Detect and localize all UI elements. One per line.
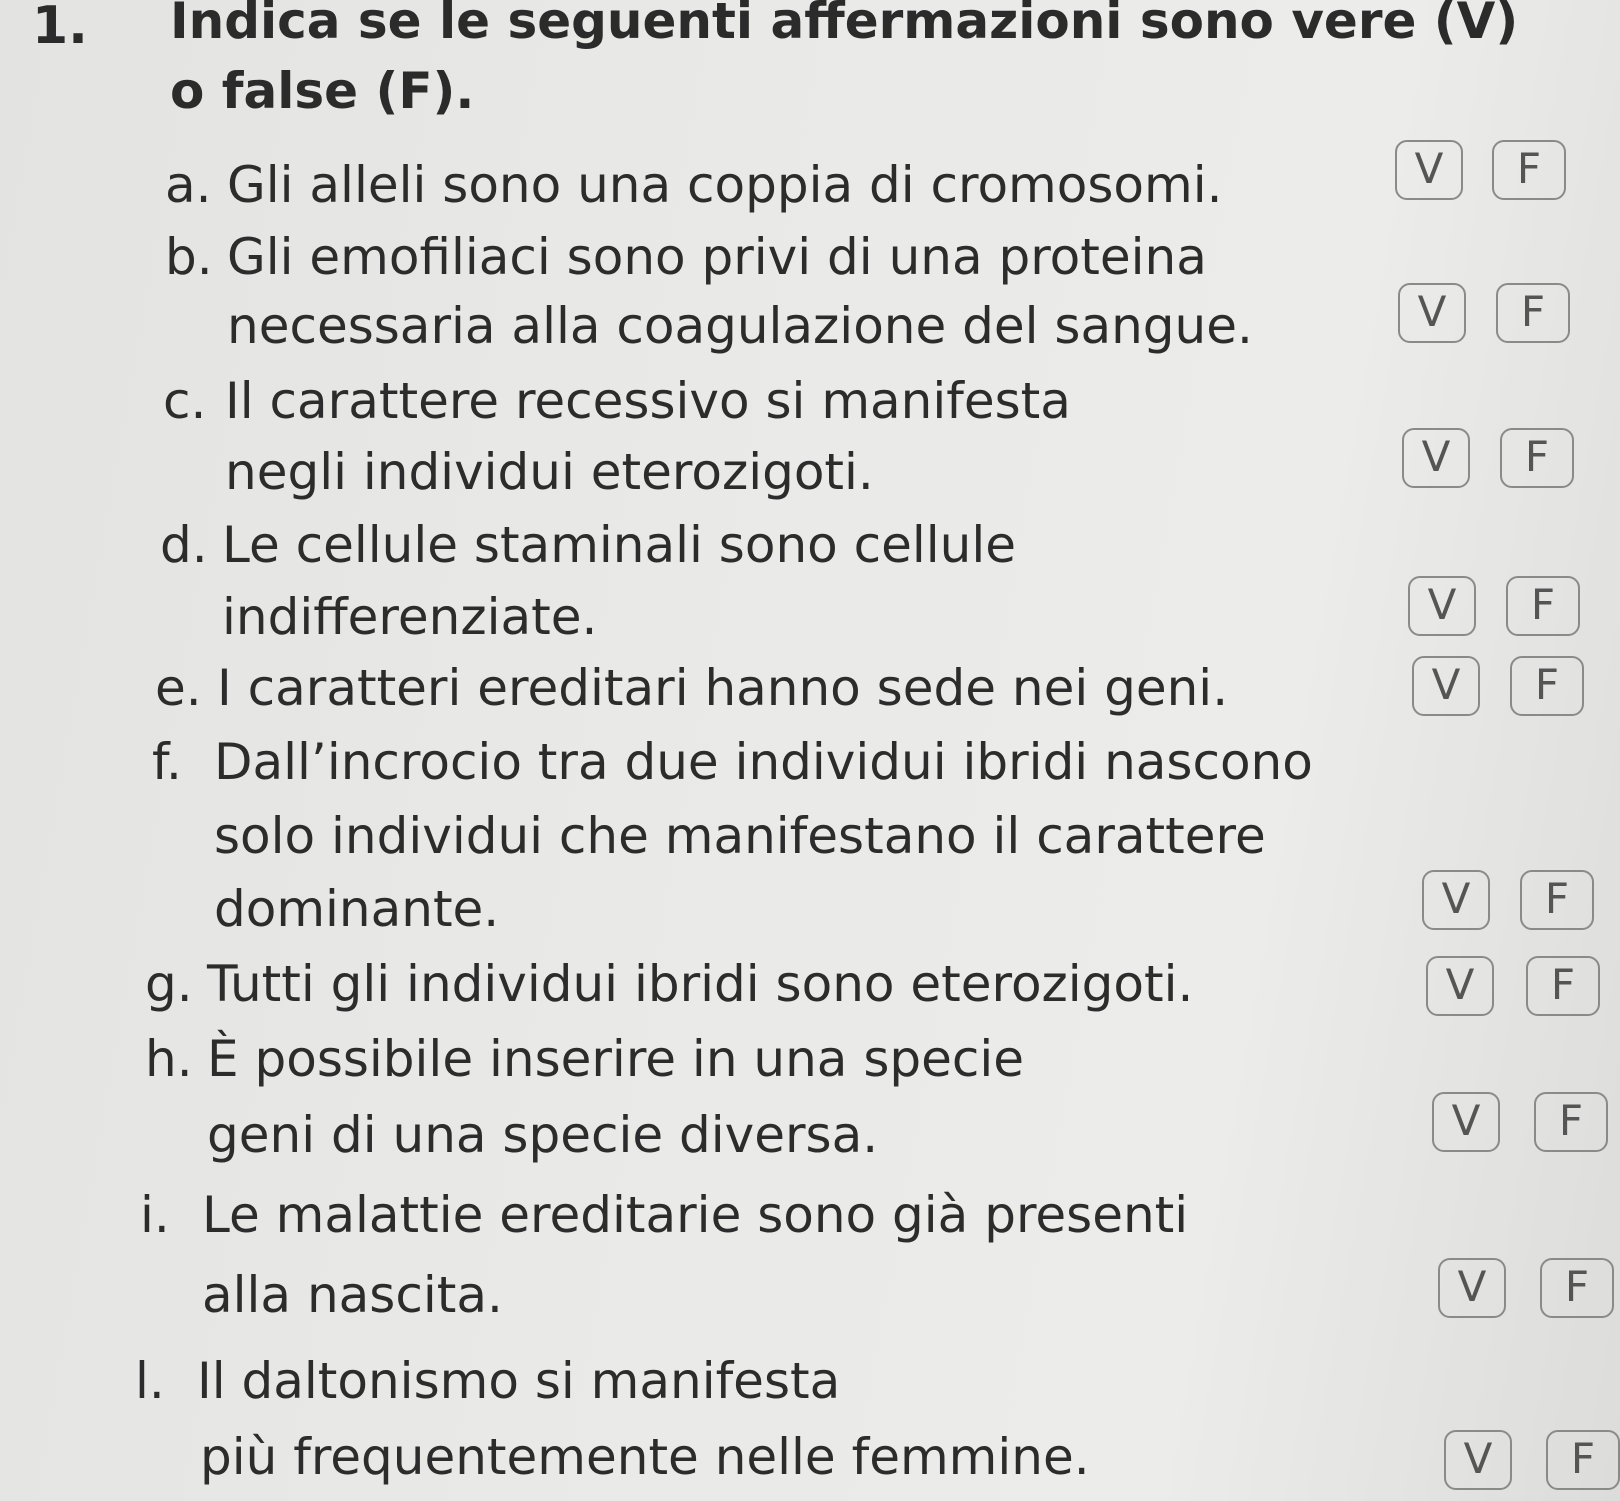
statement-b-line-2: necessaria alla coagulazione del sangue. <box>227 297 1253 355</box>
false-checkbox-a[interactable]: F <box>1492 140 1566 200</box>
statement-l-line-1 <box>135 1352 840 1410</box>
statement-letter: b. <box>165 228 213 286</box>
statement-g-line-1 <box>145 955 1193 1013</box>
statement-c-line-1 <box>163 372 1071 430</box>
statement-letter: e. <box>155 659 202 717</box>
false-checkbox-d[interactable]: F <box>1506 576 1580 636</box>
exercise-question-line-2: o false (F). <box>170 62 475 120</box>
false-checkbox-b[interactable]: F <box>1496 283 1570 343</box>
true-checkbox-h[interactable]: V <box>1432 1092 1500 1152</box>
statement-text: Il carattere recessivo si manifesta <box>225 372 1071 430</box>
statement-h-line-2: geni di una specie diversa. <box>207 1106 879 1164</box>
statement-text: Gli alleli sono una coppia di cromosomi. <box>227 156 1223 214</box>
false-checkbox-c[interactable]: F <box>1500 428 1574 488</box>
true-checkbox-g[interactable]: V <box>1426 956 1494 1016</box>
statement-c-line-2: negli individui eterozigoti. <box>225 443 874 501</box>
statement-e-line-1 <box>155 659 1228 717</box>
true-checkbox-i[interactable]: V <box>1438 1258 1506 1318</box>
statement-i-line-1 <box>140 1186 1188 1244</box>
statement-letter: g. <box>145 955 193 1013</box>
statement-d-line-1 <box>160 516 1016 574</box>
statement-i-line-2: alla nascita. <box>202 1266 503 1324</box>
true-checkbox-c[interactable]: V <box>1402 428 1470 488</box>
statement-f-line-3: dominante. <box>214 880 500 938</box>
false-checkbox-i[interactable]: F <box>1540 1258 1614 1318</box>
statement-text: I caratteri ereditari hanno sede nei geni. <box>217 659 1229 717</box>
false-checkbox-e[interactable]: F <box>1510 656 1584 716</box>
statement-letter: h. <box>145 1030 193 1088</box>
statement-letter: a. <box>165 156 212 214</box>
false-checkbox-l[interactable]: F <box>1546 1430 1620 1490</box>
exercise-number: 1. <box>32 0 88 56</box>
statement-text: Tutti gli individui ibridi sono eterozigoti. <box>207 955 1194 1013</box>
statement-h-line-1 <box>145 1030 1024 1088</box>
statement-d-line-2: indifferenziate. <box>222 588 598 646</box>
true-checkbox-l[interactable]: V <box>1444 1430 1512 1490</box>
true-checkbox-d[interactable]: V <box>1408 576 1476 636</box>
true-checkbox-f[interactable]: V <box>1422 870 1490 930</box>
statement-text: È possibile inserire in una specie <box>207 1030 1025 1088</box>
statement-text: Il daltonismo si manifesta <box>197 1352 841 1410</box>
statement-letter: c. <box>163 372 207 430</box>
statement-text: Le malattie ereditarie sono già presenti <box>202 1186 1189 1244</box>
false-checkbox-h[interactable]: F <box>1534 1092 1608 1152</box>
statement-b-line-1 <box>165 228 1207 286</box>
exercise-question-line-1: Indica se le seguenti affermazioni sono vere (V) <box>170 0 1519 50</box>
statement-letter: i. <box>140 1186 170 1244</box>
statement-f-line-1 <box>152 733 1313 791</box>
statement-text: Gli emofiliaci sono privi di una proteina <box>227 228 1207 286</box>
statement-f-line-2: solo individui che manifestano il carattere <box>214 807 1266 865</box>
statement-letter: l. <box>135 1352 165 1410</box>
false-checkbox-f[interactable]: F <box>1520 870 1594 930</box>
true-checkbox-b[interactable]: V <box>1398 283 1466 343</box>
true-checkbox-e[interactable]: V <box>1412 656 1480 716</box>
true-checkbox-a[interactable]: V <box>1395 140 1463 200</box>
statement-l-line-2: più frequentemente nelle femmine. <box>200 1428 1090 1486</box>
statement-letter: f. <box>152 733 182 791</box>
statement-text: Dall’incrocio tra due individui ibridi nascono <box>214 733 1313 791</box>
false-checkbox-g[interactable]: F <box>1526 956 1600 1016</box>
statement-a-line-1 <box>165 156 1222 214</box>
statement-text: Le cellule staminali sono cellule <box>222 516 1016 574</box>
statement-letter: d. <box>160 516 208 574</box>
